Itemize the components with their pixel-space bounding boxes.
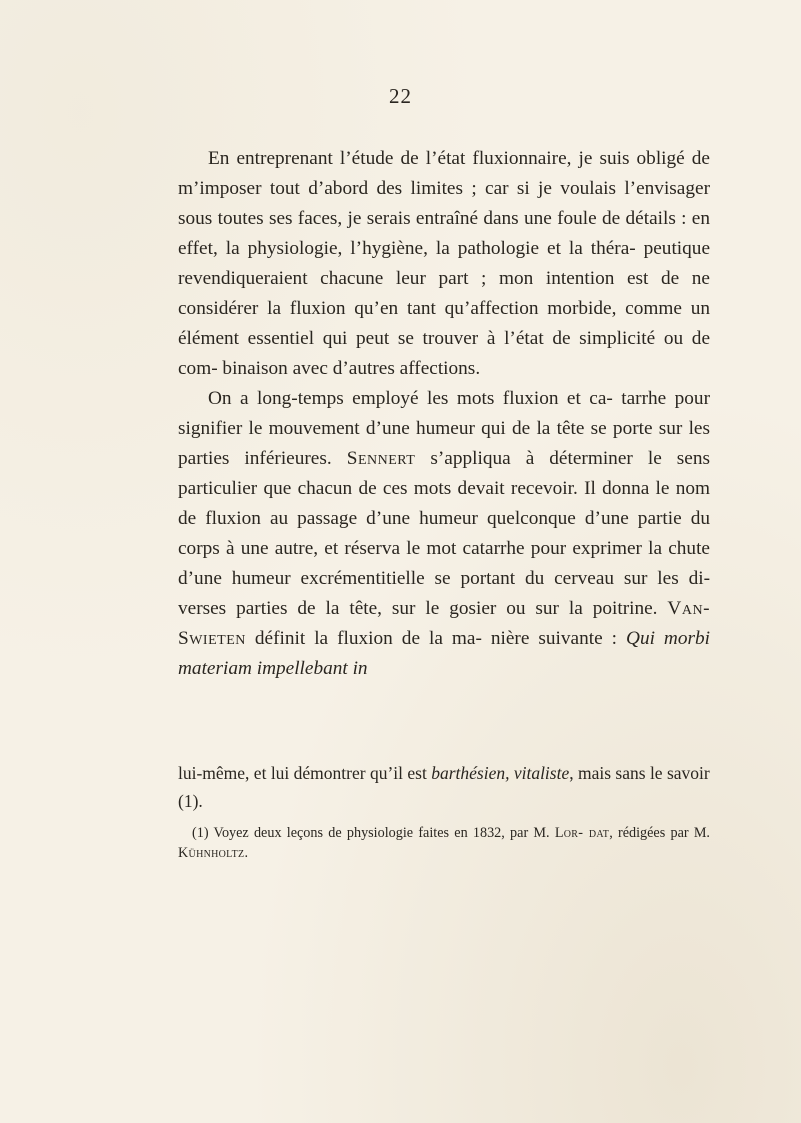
continuation-italic: barthésien, vitaliste xyxy=(431,763,570,783)
pasted-continuation-text xyxy=(178,759,710,815)
continuation-before: lui-même, et lui démontrer qu’il est xyxy=(178,763,432,783)
footnote-marker: (1) xyxy=(192,825,209,841)
paragraph-2-part-1: On a long-temps employé les mots fluxion et ca- tarrhe pour signifier le mouvement d’une humeur qui de la tête se porte sur les parties inférieures. xyxy=(178,388,710,469)
author-name-sennert: Sennert xyxy=(346,448,416,469)
footnote-text-mid: , rédigées par M. xyxy=(609,825,710,841)
paragraph-2 xyxy=(178,384,710,684)
footnote xyxy=(178,823,710,863)
latin-quotation: Qui morbi materiam impellebant in xyxy=(178,628,710,679)
paragraph-1: En entreprenant l’étude de l’état fluxionnaire, je suis obligé de m’imposer tout d’abord des limites ; car si je voulais l’envisager sous toutes ses faces, je serais entraîné dans une foule de détails : en effet, la physiologie, l’hygiène, la pathologie et la théra- peutique revendiqueraient chacune leur part ; mon intention est de ne considérer la fluxion qu’en tant qu’affection morbide, comme un élément essentiel qui peut se trouver à l’état de simplicité ou de com- binaison avec d’autres affections. xyxy=(178,148,710,379)
author-name-van-swieten: Van-Swieten xyxy=(178,598,710,649)
footnote-text-after: . xyxy=(244,845,249,861)
paragraph-2-part-2: s’appliqua à déterminer le sens particulier que chacun de ces mots devait recevoir. Il donna le nom de fluxion au passage d’une humeur quelconque d’une partie du corps à une autre, et réserva le mot catarrhe pour exprimer la chute d’une humeur excrémentitielle se portant du cerveau sur les di- verses parties de la tête, sur le gosier ou sur la poitrine. xyxy=(178,448,710,619)
footnote-name-kuhnholtz: Kühnholtz xyxy=(178,845,245,861)
continuation-after: , mais sans le savoir (1). xyxy=(178,763,710,811)
paragraph-2-part-3: définit la fluxion de la ma- nière suivante : xyxy=(245,628,627,649)
footnote-text-before: Voyez deux leçons de physiologie faites en 1832, par M. xyxy=(208,825,555,841)
footnote-name-lordat: Lor- dat xyxy=(554,825,610,841)
page-number: 22 xyxy=(389,84,412,108)
main-text-block xyxy=(178,144,710,684)
